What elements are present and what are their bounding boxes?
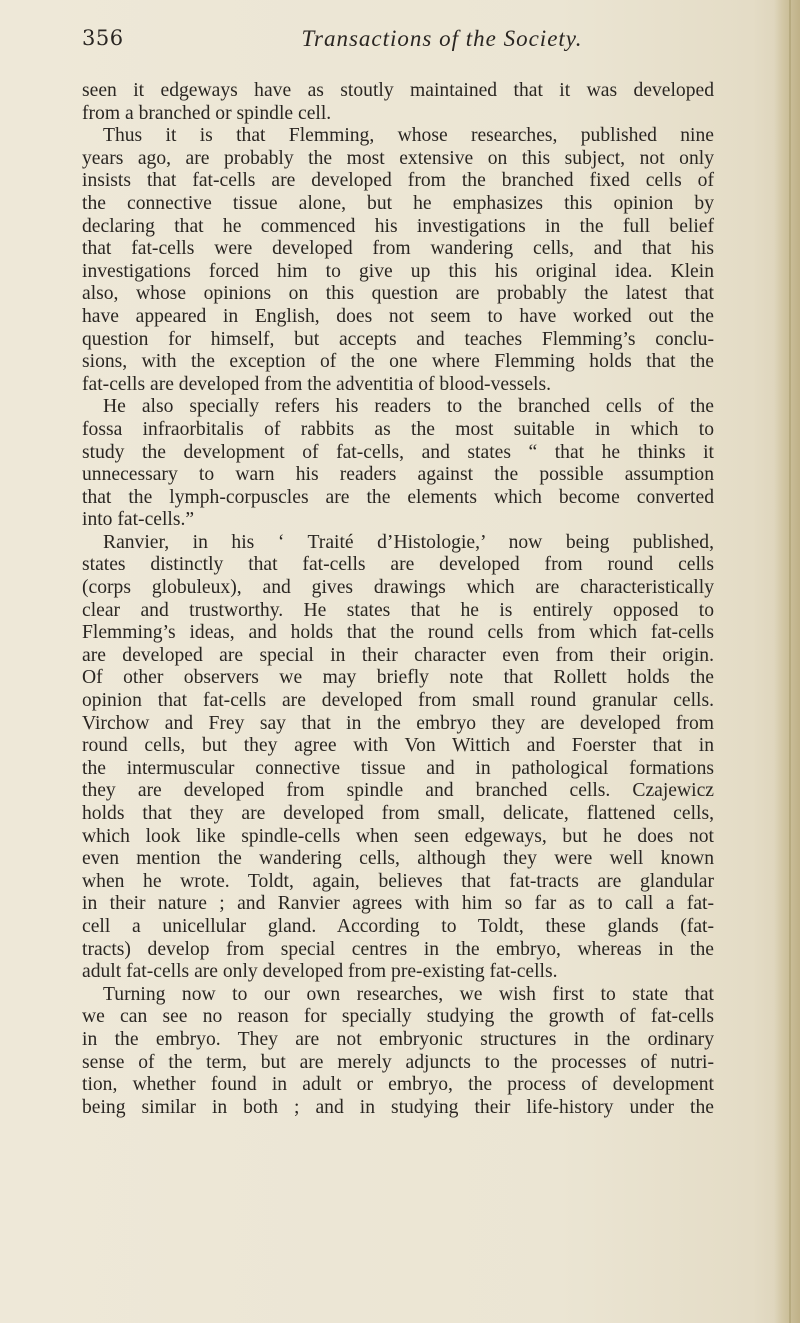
page-edge-line xyxy=(789,0,791,1323)
running-header xyxy=(82,26,714,56)
text-line: states distinctly that fat-cells are developed from round cells xyxy=(82,554,714,576)
text-line: fossa infraorbitalis of rabbits as the most suitable in which to xyxy=(82,418,714,440)
page-edge-shadow xyxy=(774,0,800,1323)
text-line: sense of the term, but are merely adjuncts to the processes of nutri- xyxy=(82,1051,714,1073)
text-line: Ranvier, in his ‘ Traité d’Histologie,’ now being published, xyxy=(103,531,714,553)
text-line: He also specially refers his readers to the branched cells of the xyxy=(103,396,714,418)
text-line: cell a unicellular gland. According to Toldt, these glands (fat- xyxy=(82,915,714,937)
text-line: sions, with the exception of the one where Flemming holds that the xyxy=(82,351,714,373)
text-line: that the lymph-corpuscles are the elements which become converted xyxy=(82,486,714,508)
text-line: holds that they are developed from small, delicate, flattened cells, xyxy=(82,803,714,824)
text-line: the intermuscular connective tissue and in pathological formations xyxy=(82,757,714,779)
text-line: Virchow and Frey say that in the embryo they are developed from xyxy=(82,712,714,734)
text-line: from a branched or spindle cell. xyxy=(82,102,332,124)
text-line: when he wrote. Toldt, again, believes that fat-tracts are glandular xyxy=(82,870,714,892)
text-line: the connective tissue alone, but he emphasizes this opinion by xyxy=(82,192,714,214)
text-line: also, whose opinions on this question are probably the latest that xyxy=(82,283,714,305)
body-text xyxy=(82,80,714,1119)
text-line: question for himself, but accepts and teaches Flemming’s conclu- xyxy=(82,328,714,350)
text-line: that fat-cells were developed from wandering cells, and that his xyxy=(82,238,714,260)
text-line: we can see no reason for specially studying the growth of fat-cells xyxy=(82,1006,714,1028)
text-line: into fat-cells.” xyxy=(82,509,195,531)
text-line: round cells, but they agree with Von Wittich and Foerster that in xyxy=(82,735,714,757)
text-line: even mention the wandering cells, although they were well known xyxy=(82,848,714,870)
text-line: Of other observers we may briefly note that Rollett holds the xyxy=(82,667,714,689)
text-line: tion, whether found in adult or embryo, the process of development xyxy=(82,1074,714,1096)
text-line: are developed are special in their character even from their origin. xyxy=(82,644,714,666)
text-line: adult fat-cells are only developed from pre-existing fat-cells. xyxy=(82,961,558,983)
text-line: fat-cells are developed from the adventitia of blood-vessels. xyxy=(82,373,551,395)
text-line: clear and trustworthy. He states that he is entirely opposed to xyxy=(82,599,714,621)
page-number: 356 xyxy=(82,26,124,50)
text-line: opinion that fat-cells are developed from small round granular cells. xyxy=(82,690,714,712)
text-line: declaring that he commenced his investigations in the full belief xyxy=(82,215,714,237)
text-line: they are developed from spindle and branched cells. Czajewicz xyxy=(82,780,714,802)
text-line: insists that fat-cells are developed from the branched fixed cells of xyxy=(82,170,714,192)
text-line: have appeared in English, does not seem to have worked out the xyxy=(82,305,714,327)
text-line: study the development of fat-cells, and states “ that he thinks it xyxy=(82,441,714,463)
text-line: seen it edgeways have as stoutly maintained that it was developed xyxy=(82,80,714,101)
text-line: investigations forced him to give up this his original idea. Klein xyxy=(82,260,714,282)
running-title: Transactions of the Society. xyxy=(301,26,583,51)
text-line: being similar in both ; and in studying their life-history under the xyxy=(82,1096,714,1118)
text-line: Thus it is that Flemming, whose researches, published nine xyxy=(103,125,714,147)
text-line: years ago, are probably the most extensive on this subject, not only xyxy=(82,147,714,169)
text-line: in their nature ; and Ranvier agrees with him so far as to call a fat- xyxy=(82,893,714,915)
text-line: (corps globuleux), and gives drawings which are characteristically xyxy=(82,577,714,599)
text-line: tracts) develop from special centres in the embryo, whereas in the xyxy=(82,938,714,960)
text-line: Turning now to our own researches, we wish first to state that xyxy=(103,983,714,1005)
text-line: which look like spindle-cells when seen edgeways, but he does not xyxy=(82,825,714,847)
text-line: Flemming’s ideas, and holds that the round cells from which fat-cells xyxy=(82,622,714,644)
text-line: in the embryo. They are not embryonic structures in the ordinary xyxy=(82,1028,714,1050)
text-line: unnecessary to warn his readers against the possible assumption xyxy=(82,464,714,486)
